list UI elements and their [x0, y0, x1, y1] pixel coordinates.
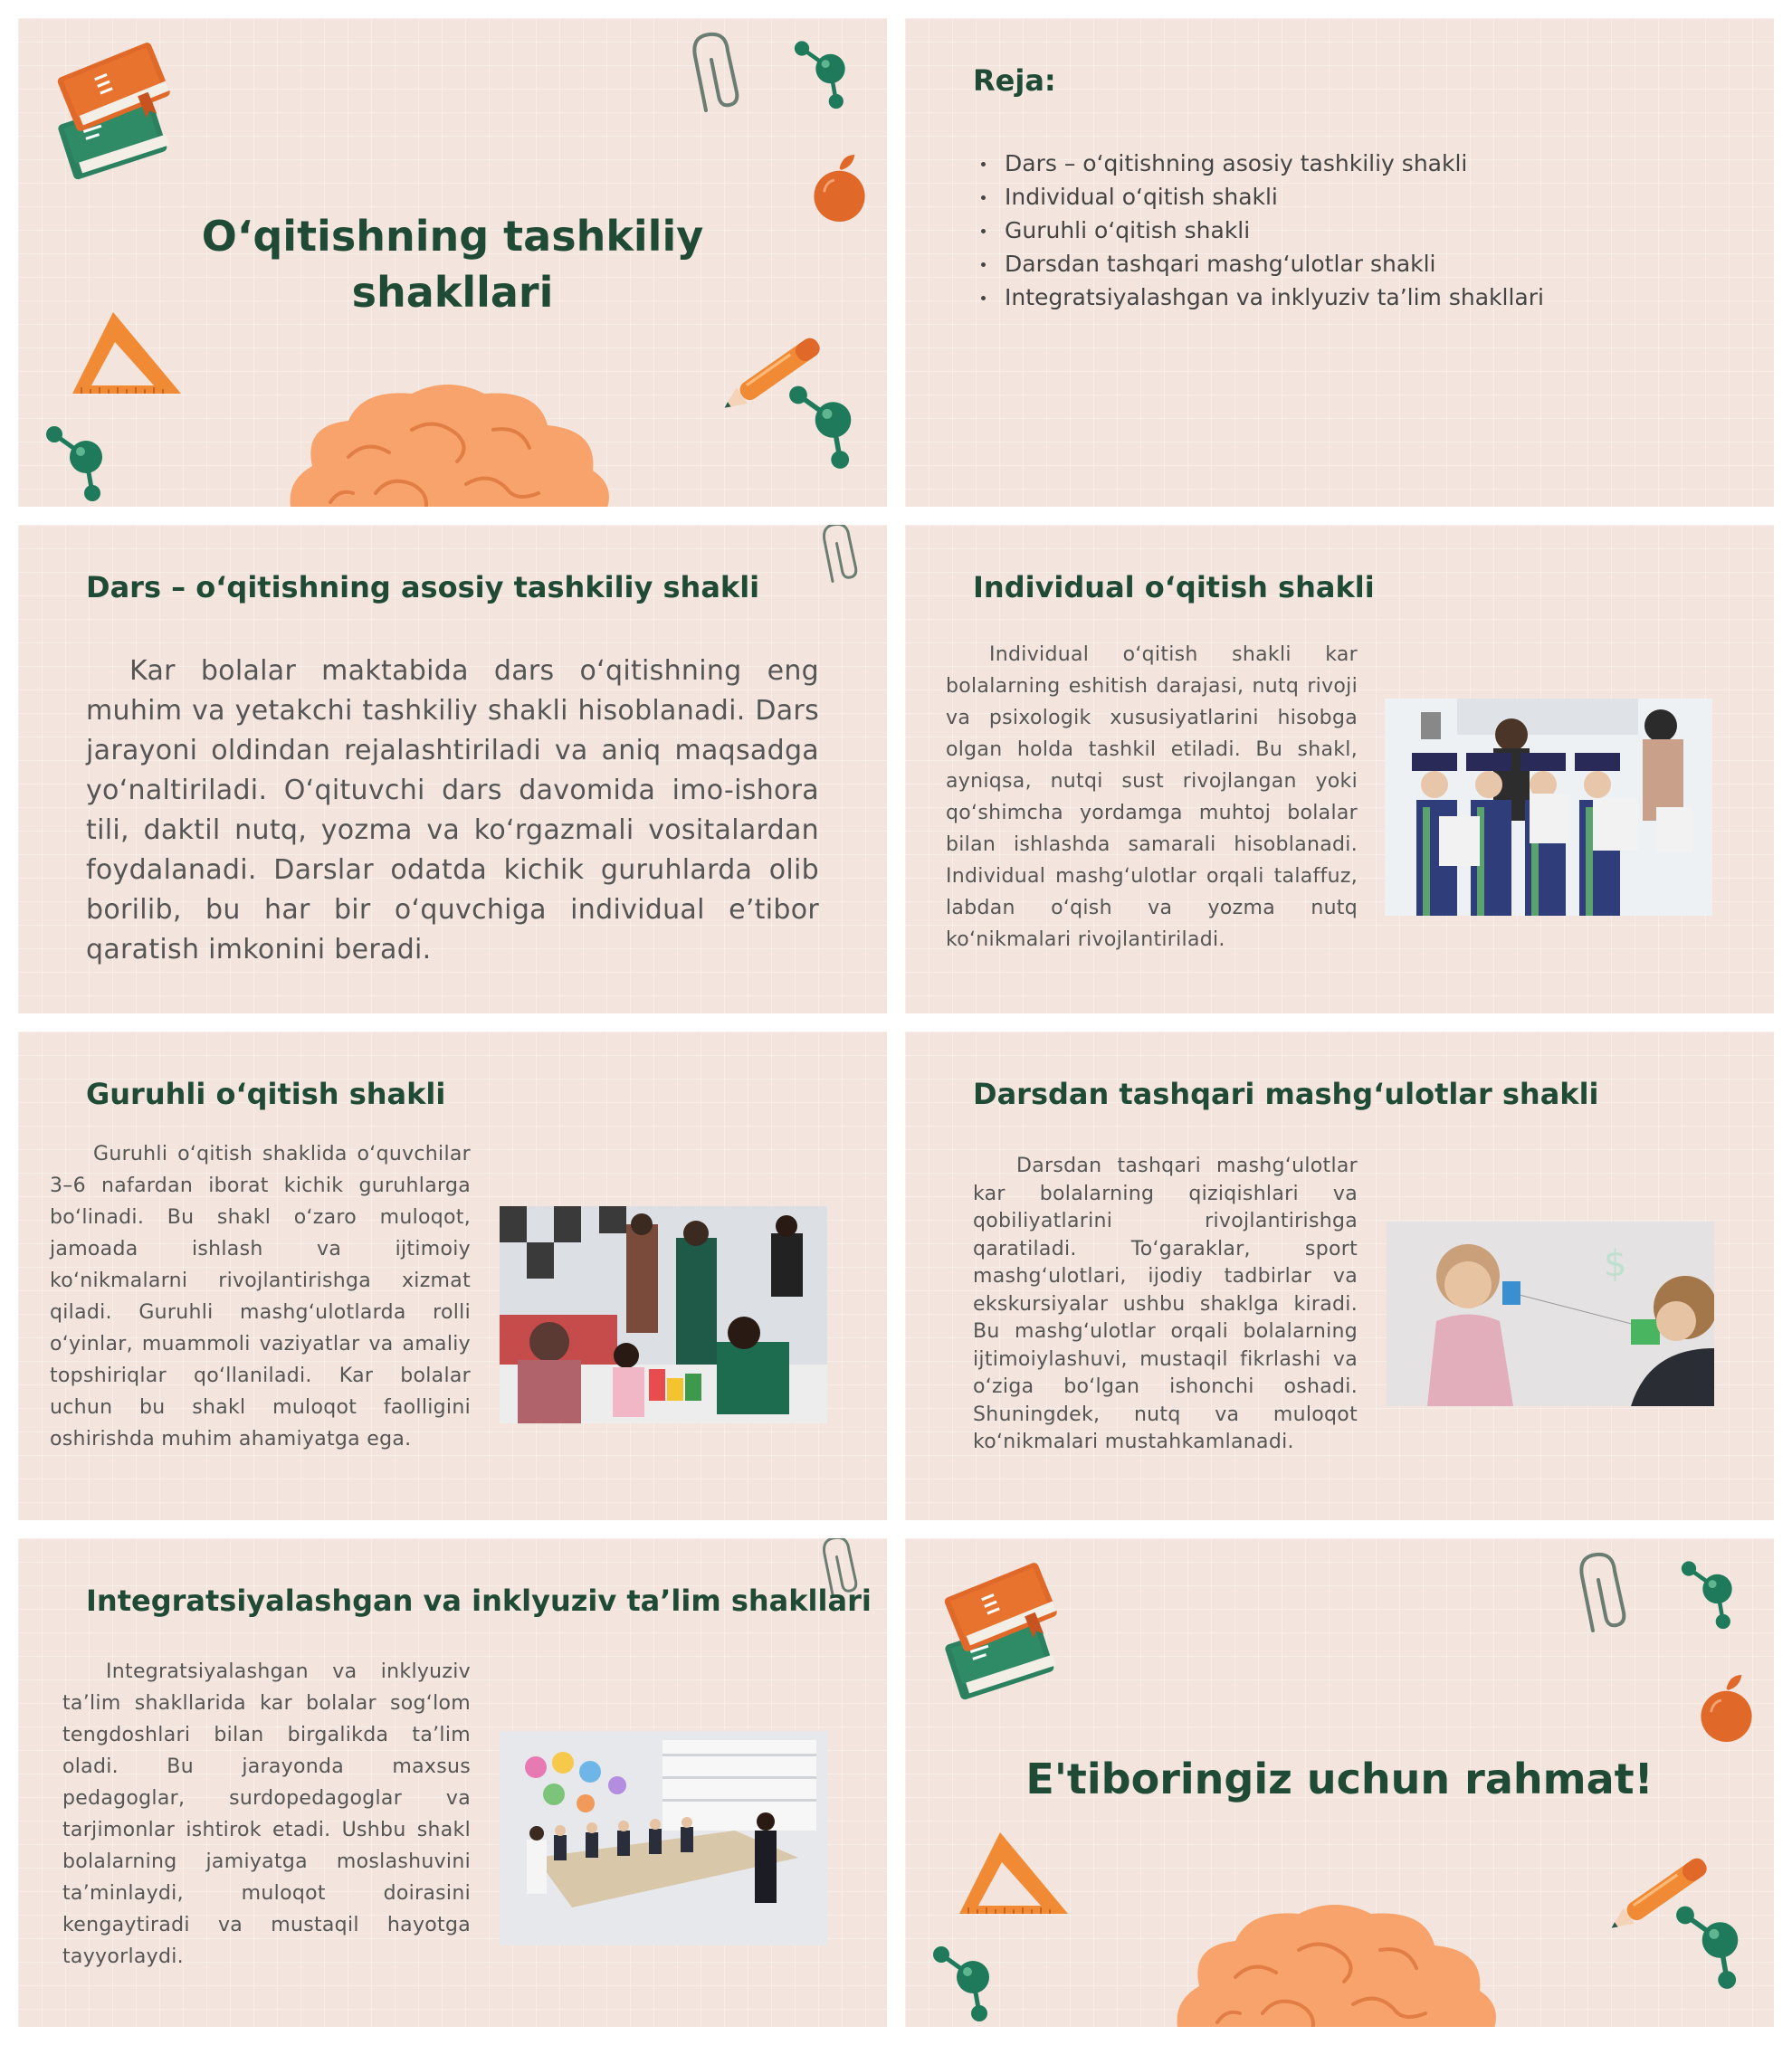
plan-item-text: Darsdan tashqari mashgʻulotlar shakli [1005, 251, 1436, 277]
apple-icon [805, 149, 873, 226]
darsdan-text: Darsdan tashqari mashgʻulotlar kar bolalarning qiziqishlari va qobiliyatlarini rivojlantirishga qaratiladi. Toʻgaraklar, sport mashgʻulotlari, ijodiy tadbirlar va ekskursiyalar ushbu shaklga kiradi. Bu mashgʻulotlar orqali bolalarning ijtimoiylashuvi, mustaqil fikrlashi va oʻziga boʻlgan ishonchi oshadi. Shuningdek, nutq va muloqot koʻnikmalari mustahkamlanadi. [973, 1155, 1358, 1453]
molecule-icon [923, 1941, 1014, 2027]
svg-text:$: $ [1604, 1243, 1627, 1285]
slide-dars [18, 525, 887, 1013]
inklyuziv-text: Integratsiyalashgan va inklyuziv ta’lim shakllarida kar bolalar sogʻlom tengdoshlari bilan birgalikda ta’lim oladi. Bu jarayonda maxsus pedagoglar, surdopedagoglar va tarjimonlar ishtirok etadi. Ushbu shakl bolalarning jamiyatga moslashuvini ta’minlaydi, muloqot doirasini kengaytiradi va mustaqil hayotga tayyorlaydi. [62, 1660, 471, 1968]
page-title [136, 208, 769, 320]
dars-heading: Dars – oʻqitishning asosiy tashkiliy shakli [86, 570, 760, 604]
list-item [977, 180, 1544, 214]
classroom-photo [500, 1206, 827, 1423]
apple-icon [1692, 1669, 1760, 1746]
slide-final [905, 1538, 1774, 2027]
ruler-triangle-icon [68, 308, 186, 407]
books-icon [928, 1558, 1072, 1717]
ruler-triangle-icon [955, 1828, 1072, 1927]
molecule-icon [1673, 1556, 1754, 1638]
plan-item-text: Guruhli oʻqitish shakli [1005, 217, 1251, 243]
plan-item-text: Individual oʻqitish shakli [1005, 184, 1278, 210]
slide-plan [905, 18, 1774, 507]
molecule-icon [786, 36, 867, 118]
brain-icon [272, 376, 624, 507]
individual-heading: Individual oʻqitish shakli [973, 570, 1375, 604]
slide-title [18, 18, 887, 507]
individual-text: Individual oʻqitish shakli kar bolalarning eshitish darajasi, nutq rivoji va psixologik xususiyatlarini hisobga olgan holda tashkil etiladi. Bu shakl, ayniqsa, nutqi sust rivojlangan yoki qoʻshimcha yordamga muhtoj bolalar bilan ishlashda samarali hisoblanadi. Individual mashgʻulotlar orqali talaffuz, labdan oʻqish va yozma nutq koʻnikmalari rivojlantiriladi. [946, 643, 1358, 951]
list-item [977, 247, 1544, 281]
plan-list [977, 147, 1544, 314]
slide-darsdan [905, 1032, 1774, 1520]
molecule-icon [1665, 1900, 1765, 2000]
books-icon [41, 38, 186, 196]
children-photo [1387, 1222, 1714, 1406]
slide-individual [905, 525, 1774, 1013]
list-item [977, 147, 1544, 180]
inklyuziv-heading: Integratsiyalashgan va inklyuziv ta’lim shakllari [86, 1584, 872, 1618]
plan-item-text: Integratsiyalashgan va inklyuziv ta’lim shakllari [1005, 284, 1544, 310]
molecule-icon [778, 380, 878, 480]
graduation-photo [1385, 699, 1712, 916]
paperclip-icon [815, 525, 864, 588]
title-line-1: Oʻqitishning tashkiliy [201, 212, 704, 261]
darsdan-heading: Darsdan tashqari mashgʻulotlar shakli [973, 1077, 1599, 1111]
plan-heading: Reja: [973, 63, 1056, 98]
list-item [977, 214, 1544, 247]
guruhli-text: Guruhli oʻqitish shaklida oʻquvchilar 3–6 nafardan iborat kichik guruhlarga boʻlinadi. Bu shakl oʻzaro muloqot, jamoada ishlash va ijtimoiy koʻnikmalarni rivojlantirishga xizmat qiladi. Guruhli mashgʻulotlarda rolli oʻyinlar, muammoli vaziyatlar va amaliy topshiriqlar qoʻllaniladi. Kar bolalar uchun bu shakl muloqot faolligini oshirishda muhim ahamiyatga ega. [50, 1143, 471, 1451]
guruhli-heading: Guruhli oʻqitish shakli [86, 1077, 446, 1111]
paperclip-icon [688, 29, 742, 119]
thank-you-text: E'tiboringiz uchun rahmat! [1025, 1755, 1654, 1803]
brain-icon [1158, 1896, 1511, 2027]
title-line-2: shakllari [351, 268, 554, 318]
plan-item-text: Dars – oʻqitishning asosiy tashkiliy shakli [1005, 150, 1468, 176]
molecule-icon [36, 421, 127, 507]
list-item [977, 281, 1544, 314]
slide-guruhli [18, 1032, 887, 1520]
inclusive-classroom-photo [500, 1731, 827, 1945]
dars-text: Kar bolalar maktabida dars oʻqitishning eng muhim va yetakchi tashkiliy shakli hisoblanadi. Dars jarayoni oldindan rejalashtiriladi va aniq maqsadga yoʻnaltiriladi. Oʻqituvchi dars davomida imo-ishora tili, daktil nutq, yozma va koʻrgazmali vositalardan foydalanadi. Darslar odatda kichik guruhlarda olib borilib, bu har bir oʻquvchiga individual e’tibor qaratish imkonini beradi. [86, 655, 819, 965]
slide-inklyuziv [18, 1538, 887, 2027]
paperclip-icon [1575, 1549, 1629, 1640]
